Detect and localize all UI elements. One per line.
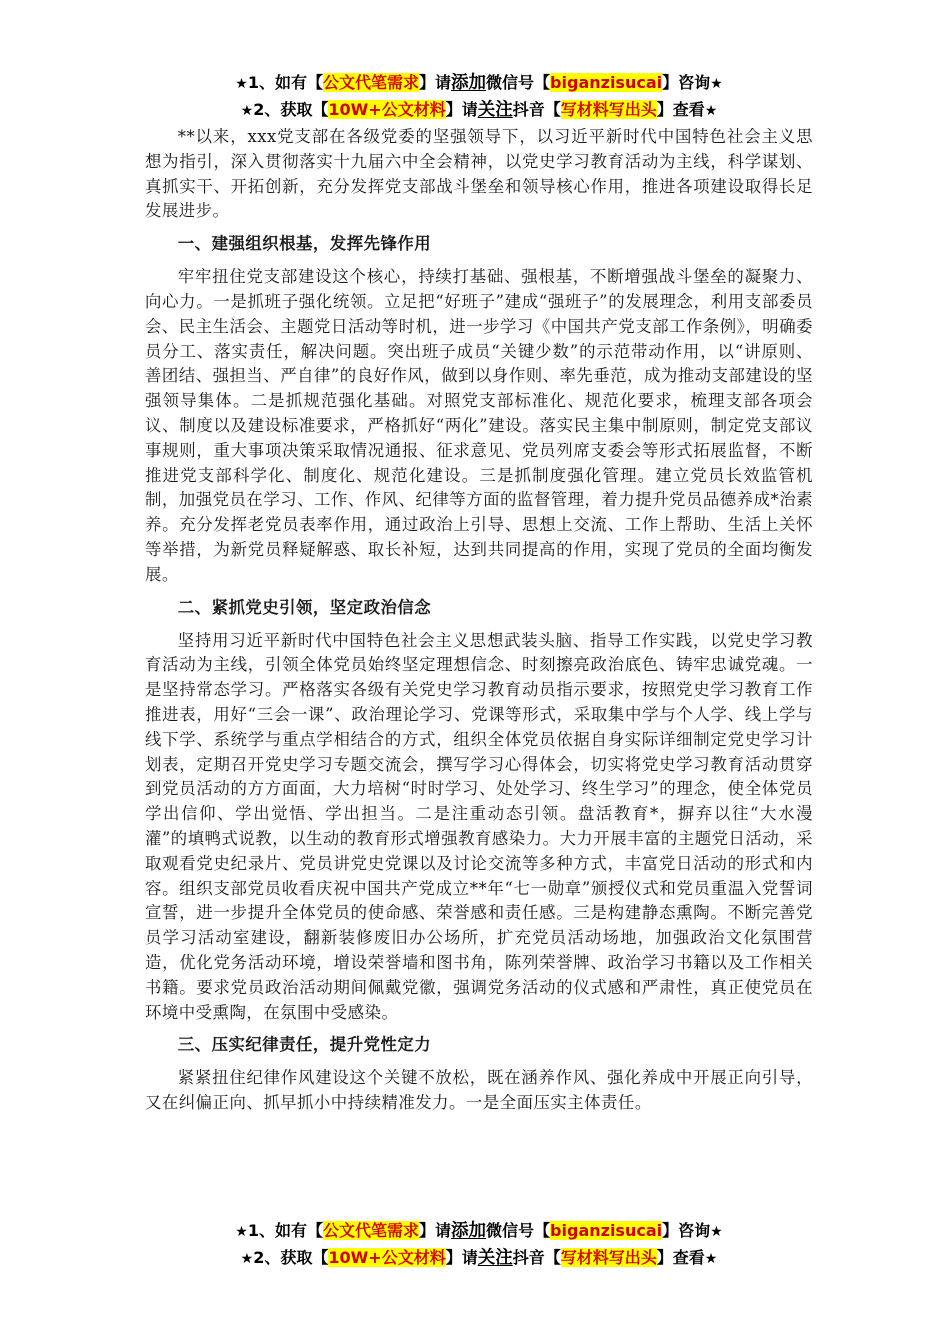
banner-text: 】咨询 bbox=[662, 73, 711, 92]
banner-text: 1、如有【 bbox=[247, 73, 323, 92]
promo-banner-line-1 bbox=[145, 70, 813, 97]
section-paragraph: 牢牢扭住党支部建设这个核心，持续打基础、强根基，不断增强战斗堡垒的凝聚力、向心力。一是抓班子强化统领。立足把“好班子”建成“强班子”的发展理念，利用支部委员会、民主生活会、主题党日活动等时机，进一步学习《中国共产党支部工作条例》，明确委员分工、落实责任，解决问题。突出班子成员“关键少数”的示范带动作用，以“讲原则、善团结、强担当、严自律”的良好作风，做到以身作则、率先垂范，成为推动支部建设的坚强领导集体。二是抓规范强化基础。对照党支部标准化、规范化要求，梳理支部各项会议、制度以及建设标准要求，严格抓好“两化”建设。落实民主集中制原则，制定党支部议事规则，重大事项决策采取情况通报、征求意见、党员列席支委会等形式拓展监督，不断推进党支部科学化、制度化、规范化建设。三是抓制度强化管理。建立党员长效监管机制，加强党员在学习、工作、作风、纪律等方面的监督管理，着力提升党员品德养成*治素养。充分发挥老党员表率作用，通过政治上引导、思想上交流、工作上帮助、生活上关怀等举措，为新党员释疑解惑、取长补短，达到共同提高的作用，实现了党员的全面均衡发展。 bbox=[145, 267, 813, 584]
banner-emphasis: 添加 bbox=[451, 73, 487, 93]
banner-text: 1、如有【 bbox=[247, 1221, 323, 1240]
douyin-account: 写材料写出头 bbox=[560, 100, 657, 119]
intro-paragraph: **以来，xxx党支部在各级党委的坚强领导下，以习近平新时代中国特色社会主义思想为指引，深入贯彻落实十九届六中全会精神，以党史学习教育活动为主线，科学谋划、真抓实干、开拓创新，充分发挥党支部战斗堡垒和领导核心作用，推进各项建设取得长足发展进步。 bbox=[145, 127, 813, 221]
star-icon: ★ bbox=[704, 103, 718, 119]
banner-emphasis: 关注 bbox=[477, 100, 513, 120]
banner-text: 】请 bbox=[419, 1221, 452, 1240]
section-heading: 二、紧抓党史引领，坚定政治信念 bbox=[177, 597, 432, 617]
banner-text: 】咨询 bbox=[662, 1221, 711, 1240]
section-paragraph: 坚持用习近平新时代中国特色社会主义思想武装头脑、指导工作实践，以党史学习教育活动为主线，引领全体党员始终坚定理想信念、时刻擦亮政治底色、铸牢忠诚党魂。一是坚持常态学习。严格落实各级有关党史学习教育动员指示要求，按照党史学习教育工作推进表，用好“三会一课”、政治理论学习、党课等形式，采取集中学与个人学、线上学与线下学、系统学与重点学相结合的方式，组织全体党员依据自身实际详细制定党史学习计划表，定期召开党史学习专题交流会，撰写学习心得体会，切实将党史学习教育活动贯穿到党员活动的方方面面，大力培树“时时学习、处处学习、终生学习”的理念，使全体党员学出信仰、学出觉悟、学出担当。二是注重动态引领。盘活教育*，摒弃以往“大水漫灌”的填鸭式说教，以生动的教育形式增强教育感染力。大力开展丰富的主题党日活动，采取观看党史纪录片、党员讲党史党课以及讨论交流等多种方式，丰富党日活动的形式和内容。组织支部党员收看庆祝中国共产党成立**年“七一勋章”颁授仪式和党员重温入党誓词宣誓，进一步提升全体党员的使命感、荣誉感和责任感。三是构建静态熏陶。不断完善党员学习活动室建设，翻新装修废旧办公场所，扩充党员活动场地，加强政治文化氛围营造，优化党务活动环境，增设荣誉墙和图书角，陈列荣誉牌、政治学习书籍以及工作相关书籍。要求党员政治活动期间佩戴党徽，强调党务活动的仪式感和严肃性，真正使党员在环境中受熏陶，在氛围中受感染。 bbox=[145, 630, 813, 1022]
section-paragraph: 紧紧扭住纪律作风建设这个关键不放松，既在涵养作风、强化养成中开展正向引导，又在纠偏正向、抓早抓小中持续精准发力。一是全面压实主体责任。 bbox=[145, 1068, 813, 1113]
banner-text: 】查看 bbox=[656, 1248, 705, 1267]
banner-text: 抖音【 bbox=[512, 1248, 561, 1267]
wechat-id: biganzisucai bbox=[550, 1221, 663, 1240]
footer-banners bbox=[145, 1218, 813, 1272]
document-page bbox=[145, 70, 813, 1116]
banner-emphasis: 添加 bbox=[451, 1221, 487, 1241]
star-icon: ★ bbox=[235, 76, 248, 92]
banner-highlight: 公文代笔需求 bbox=[323, 1221, 420, 1240]
star-icon: ★ bbox=[240, 103, 254, 119]
star-icon: ★ bbox=[240, 1251, 254, 1267]
banner-emphasis: 关注 bbox=[477, 1248, 513, 1268]
banner-text: 2、获取【 bbox=[253, 1248, 329, 1267]
section-heading: 一、建强组织根基，发挥先锋作用 bbox=[177, 234, 432, 254]
banner-highlight: 公文代笔需求 bbox=[323, 73, 420, 92]
banner-text: 】查看 bbox=[656, 100, 705, 119]
star-icon: ★ bbox=[235, 1224, 248, 1240]
douyin-account: 写材料写出头 bbox=[560, 1248, 657, 1267]
wechat-id: biganzisucai bbox=[550, 73, 663, 92]
banner-text: 】请 bbox=[445, 1248, 478, 1267]
section-heading: 三、压实纪律责任，提升党性定力 bbox=[177, 1035, 432, 1055]
banner-text: 抖音【 bbox=[512, 100, 561, 119]
banner-highlight: 10W+公文材料 bbox=[328, 100, 446, 119]
banner-highlight: 10W+公文材料 bbox=[328, 1248, 446, 1267]
promo-banner-line-1 bbox=[145, 1218, 813, 1245]
banner-text: 2、获取【 bbox=[253, 100, 329, 119]
star-icon: ★ bbox=[704, 1251, 718, 1267]
banner-text: 微信号【 bbox=[486, 73, 551, 92]
star-icon: ★ bbox=[710, 1224, 723, 1240]
banner-text: 微信号【 bbox=[486, 1221, 551, 1240]
promo-banner-line-2 bbox=[145, 1245, 813, 1272]
star-icon: ★ bbox=[710, 76, 723, 92]
banner-text: 】请 bbox=[419, 73, 452, 92]
banner-text: 】请 bbox=[445, 100, 478, 119]
promo-banner-line-2 bbox=[145, 97, 813, 124]
